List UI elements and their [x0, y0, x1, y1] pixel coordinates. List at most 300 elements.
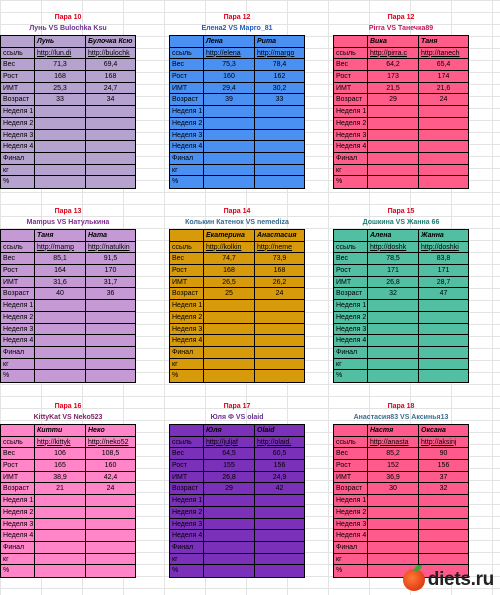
empty-cell[interactable] [419, 176, 468, 188]
table-row [170, 530, 304, 542]
row-label: Неделя 3 [170, 324, 204, 336]
empty-cell[interactable] [255, 565, 304, 577]
empty-cell[interactable] [255, 165, 304, 177]
row-label: Вес [334, 448, 368, 460]
row-label: Неделя 3 [170, 519, 204, 531]
empty-cell[interactable] [419, 130, 468, 142]
empty-cell[interactable] [86, 370, 135, 382]
row-label: Неделя 2 [334, 507, 368, 519]
empty-cell[interactable] [35, 370, 86, 382]
row-label: Неделя 4 [1, 141, 35, 153]
table-row [170, 94, 304, 106]
table-row [170, 565, 304, 577]
header-row [1, 425, 135, 437]
empty-cell[interactable] [86, 347, 135, 359]
row-label: Неделя 3 [1, 130, 35, 142]
empty-cell[interactable] [419, 530, 468, 542]
row-label: Неделя 4 [170, 530, 204, 542]
empty-cell[interactable] [368, 542, 419, 554]
empty-cell[interactable] [419, 335, 468, 347]
empty-cell[interactable] [204, 118, 255, 130]
table-row [334, 153, 468, 165]
empty-cell[interactable] [35, 300, 86, 312]
empty-cell[interactable] [86, 312, 135, 324]
empty-cell[interactable] [419, 347, 468, 359]
row-label: Вес [170, 448, 204, 460]
empty-cell[interactable] [86, 519, 135, 531]
row-label: Неделя 3 [334, 324, 368, 336]
stat-value: 31,7 [86, 277, 135, 289]
row-label: Неделя 1 [1, 300, 35, 312]
empty-cell[interactable] [35, 118, 86, 130]
empty-cell[interactable] [419, 495, 468, 507]
empty-cell[interactable] [419, 106, 468, 118]
empty-cell[interactable] [86, 565, 135, 577]
empty-cell[interactable] [35, 176, 86, 188]
empty-cell[interactable] [255, 370, 304, 382]
pair-title: Пара 14 [223, 208, 251, 215]
pair-vs-title: Анастасия83 VS Аксинья13 [353, 414, 449, 421]
stat-value: 26,5 [204, 277, 255, 289]
empty-cell[interactable] [204, 176, 255, 188]
table-row [170, 359, 304, 371]
row-label: Рост [170, 265, 204, 277]
table-row [170, 242, 304, 254]
stat-value: 26,8 [204, 472, 255, 484]
empty-cell[interactable] [368, 118, 419, 130]
pair-vs-title: Дошкина VS Жанна 66 [362, 219, 440, 226]
empty-cell[interactable] [419, 359, 468, 371]
stat-value: 164 [35, 265, 86, 277]
row-label: Рост [170, 460, 204, 472]
row-label: кг [170, 554, 204, 566]
empty-cell[interactable] [255, 495, 304, 507]
table-row [170, 118, 304, 130]
row-label: ИМТ [1, 83, 35, 95]
row-label: ссыль [334, 48, 368, 60]
row-label: Вес [1, 448, 35, 460]
empty-cell[interactable] [368, 370, 419, 382]
empty-cell[interactable] [368, 359, 419, 371]
header-row [1, 36, 135, 48]
empty-cell[interactable] [368, 106, 419, 118]
row-label: Неделя 2 [170, 312, 204, 324]
participant-name: Таня [419, 36, 468, 48]
empty-cell[interactable] [204, 335, 255, 347]
empty-cell[interactable] [35, 507, 86, 519]
header-row [170, 230, 304, 242]
empty-cell[interactable] [35, 130, 86, 142]
table-row [1, 519, 135, 531]
empty-cell[interactable] [368, 507, 419, 519]
empty-cell[interactable] [255, 176, 304, 188]
row-label: Финал [170, 153, 204, 165]
empty-cell[interactable] [368, 347, 419, 359]
table-row [170, 83, 304, 95]
empty-cell[interactable] [86, 507, 135, 519]
stat-value: 78,4 [255, 59, 304, 71]
empty-cell[interactable] [86, 153, 135, 165]
empty-cell[interactable] [35, 106, 86, 118]
stat-value: 108,5 [86, 448, 135, 460]
empty-cell[interactable] [86, 300, 135, 312]
table-row [170, 483, 304, 495]
stat-value: 74,7 [204, 253, 255, 265]
row-label: Финал [1, 347, 35, 359]
row-label: ссыль [334, 437, 368, 449]
empty-cell[interactable] [255, 118, 304, 130]
row-label: кг [334, 165, 368, 177]
stat-value: 29,4 [204, 83, 255, 95]
table-row [1, 94, 135, 106]
empty-cell[interactable] [204, 347, 255, 359]
participant-name: Olaid [255, 425, 304, 437]
empty-cell[interactable] [368, 165, 419, 177]
stat-value: 26,2 [255, 277, 304, 289]
row-label: Неделя 4 [334, 141, 368, 153]
table-row [170, 370, 304, 382]
stat-value: 36,9 [368, 472, 419, 484]
profile-link[interactable]: http://lun.di [35, 48, 86, 60]
table-row [170, 437, 304, 449]
table-row [170, 519, 304, 531]
table-row [1, 130, 135, 142]
empty-cell[interactable] [255, 300, 304, 312]
empty-cell[interactable] [86, 530, 135, 542]
stat-value: 32 [368, 288, 419, 300]
table-row [1, 106, 135, 118]
profile-link[interactable]: http://neko52 [86, 437, 135, 449]
profile-link[interactable]: http://margo [255, 48, 304, 60]
profile-link[interactable]: http://doshk [368, 242, 419, 254]
participant-name: Анастасия [255, 230, 304, 242]
participant-name: Лена [204, 36, 255, 48]
profile-link[interactable]: http://aksinj [419, 437, 468, 449]
header-row [170, 36, 304, 48]
profile-link[interactable]: http://pirra.c [368, 48, 419, 60]
participant-name: Китти [35, 425, 86, 437]
pair-vs-title: Лунь VS Bulochka Ksu [29, 25, 107, 32]
pair-vs-title: Mampus VS Натулькина [26, 219, 110, 226]
empty-cell[interactable] [255, 130, 304, 142]
row-label: ИМТ [1, 472, 35, 484]
empty-cell[interactable] [86, 495, 135, 507]
participant-name: Юля [204, 425, 255, 437]
stat-value: 64,2 [368, 59, 419, 71]
table-row [334, 370, 468, 382]
stat-value: 39 [204, 94, 255, 106]
empty-cell[interactable] [368, 141, 419, 153]
empty-cell[interactable] [204, 530, 255, 542]
empty-cell[interactable] [204, 359, 255, 371]
empty-cell[interactable] [204, 153, 255, 165]
pair-block [169, 12, 305, 189]
empty-cell[interactable] [204, 324, 255, 336]
empty-cell[interactable] [255, 335, 304, 347]
corner-cell [170, 425, 204, 437]
empty-cell[interactable] [419, 141, 468, 153]
empty-cell[interactable] [204, 495, 255, 507]
apple-icon [403, 569, 425, 591]
stat-value: 31,6 [35, 277, 86, 289]
pair-title: Пара 12 [223, 14, 251, 21]
empty-cell[interactable] [86, 359, 135, 371]
profile-link[interactable]: http://elena [204, 48, 255, 60]
row-label: Возраст [1, 288, 35, 300]
empty-cell[interactable] [35, 519, 86, 531]
row-label: ИМТ [170, 83, 204, 95]
stat-value: 71,3 [35, 59, 86, 71]
empty-cell[interactable] [255, 519, 304, 531]
pair-title: Пара 10 [54, 14, 82, 21]
stat-value: 40 [35, 288, 86, 300]
table-row [334, 94, 468, 106]
empty-cell[interactable] [255, 554, 304, 566]
empty-cell[interactable] [368, 495, 419, 507]
row-label: % [334, 176, 368, 188]
pair-block [169, 401, 305, 578]
corner-cell [170, 230, 204, 242]
empty-cell[interactable] [255, 324, 304, 336]
empty-cell[interactable] [255, 347, 304, 359]
pair-table [333, 229, 469, 383]
empty-cell[interactable] [204, 312, 255, 324]
profile-link[interactable]: http://neme [255, 242, 304, 254]
pair-block [333, 206, 469, 383]
row-label: Возраст [170, 288, 204, 300]
empty-cell[interactable] [255, 507, 304, 519]
empty-cell[interactable] [204, 507, 255, 519]
empty-cell[interactable] [368, 312, 419, 324]
empty-cell[interactable] [419, 542, 468, 554]
stat-value: 21 [35, 483, 86, 495]
empty-cell[interactable] [35, 141, 86, 153]
empty-cell[interactable] [368, 554, 419, 566]
empty-cell[interactable] [35, 153, 86, 165]
empty-cell[interactable] [368, 176, 419, 188]
empty-cell[interactable] [204, 554, 255, 566]
table-row [170, 176, 304, 188]
empty-cell[interactable] [419, 165, 468, 177]
table-row [334, 460, 468, 472]
empty-cell[interactable] [86, 335, 135, 347]
row-label: Финал [1, 153, 35, 165]
table-row [334, 347, 468, 359]
empty-cell[interactable] [204, 370, 255, 382]
empty-cell[interactable] [255, 312, 304, 324]
empty-cell[interactable] [419, 507, 468, 519]
row-label: Возраст [334, 288, 368, 300]
table-row [1, 48, 135, 60]
row-label: Неделя 4 [1, 530, 35, 542]
profile-link[interactable]: http://natulkin [86, 242, 135, 254]
empty-cell[interactable] [368, 335, 419, 347]
row-label: ИМТ [334, 83, 368, 95]
empty-cell[interactable] [204, 165, 255, 177]
table-row [170, 71, 304, 83]
empty-cell[interactable] [419, 300, 468, 312]
empty-cell[interactable] [419, 153, 468, 165]
table-row [334, 495, 468, 507]
stat-value: 30 [368, 483, 419, 495]
stat-value: 37 [419, 472, 468, 484]
pair-block [0, 206, 136, 383]
table-row [170, 495, 304, 507]
profile-link[interactable]: http://mamp [35, 242, 86, 254]
empty-cell[interactable] [204, 106, 255, 118]
table-row [334, 542, 468, 554]
stat-value: 30,2 [255, 83, 304, 95]
empty-cell[interactable] [35, 495, 86, 507]
empty-cell[interactable] [368, 153, 419, 165]
empty-cell[interactable] [419, 554, 468, 566]
empty-cell[interactable] [255, 542, 304, 554]
empty-cell[interactable] [35, 335, 86, 347]
row-label: Возраст [334, 94, 368, 106]
empty-cell[interactable] [35, 324, 86, 336]
stat-value: 168 [35, 71, 86, 83]
table-row [170, 448, 304, 460]
row-label: Неделя 3 [334, 130, 368, 142]
row-label: Рост [170, 71, 204, 83]
row-label: Неделя 2 [334, 118, 368, 130]
row-label: Неделя 3 [170, 130, 204, 142]
empty-cell[interactable] [419, 519, 468, 531]
stat-value: 32 [419, 483, 468, 495]
row-label: кг [170, 165, 204, 177]
table-row [1, 530, 135, 542]
table-row [334, 312, 468, 324]
pair-vs-title: Юля Ф VS olaid [210, 414, 264, 421]
stat-value: 47 [419, 288, 468, 300]
empty-cell[interactable] [35, 554, 86, 566]
header-row [170, 425, 304, 437]
empty-cell[interactable] [204, 130, 255, 142]
diets-watermark [403, 569, 494, 591]
stat-value: 83,8 [419, 253, 468, 265]
empty-cell[interactable] [86, 141, 135, 153]
empty-cell[interactable] [86, 554, 135, 566]
empty-cell[interactable] [204, 519, 255, 531]
table-row [334, 288, 468, 300]
empty-cell[interactable] [368, 130, 419, 142]
row-label: Возраст [1, 483, 35, 495]
empty-cell[interactable] [255, 359, 304, 371]
empty-cell[interactable] [86, 118, 135, 130]
profile-link[interactable]: http://doshki [419, 242, 468, 254]
empty-cell[interactable] [255, 141, 304, 153]
empty-cell[interactable] [35, 165, 86, 177]
profile-link[interactable]: http://kolkin [204, 242, 255, 254]
row-label: Неделя 1 [170, 495, 204, 507]
profile-link[interactable]: http://juljaf [204, 437, 255, 449]
empty-cell[interactable] [419, 312, 468, 324]
empty-cell[interactable] [368, 324, 419, 336]
empty-cell[interactable] [35, 347, 86, 359]
empty-cell[interactable] [86, 130, 135, 142]
profile-link[interactable]: http://tanech [419, 48, 468, 60]
profile-link[interactable]: http://bulochk [86, 48, 135, 60]
empty-cell[interactable] [419, 370, 468, 382]
empty-cell[interactable] [255, 530, 304, 542]
table-row [334, 165, 468, 177]
empty-cell[interactable] [368, 300, 419, 312]
table-row [334, 59, 468, 71]
pair-block [333, 401, 469, 578]
table-row [334, 277, 468, 289]
row-label: Неделя 2 [1, 312, 35, 324]
table-row [1, 565, 135, 577]
stat-value: 152 [368, 460, 419, 472]
empty-cell[interactable] [35, 359, 86, 371]
pair-block [333, 12, 469, 189]
empty-cell[interactable] [368, 519, 419, 531]
empty-cell[interactable] [368, 530, 419, 542]
row-label: ИМТ [334, 472, 368, 484]
row-label: ссыль [1, 48, 35, 60]
empty-cell[interactable] [204, 141, 255, 153]
empty-cell[interactable] [86, 176, 135, 188]
empty-cell[interactable] [86, 324, 135, 336]
participant-name: Екатерина [204, 230, 255, 242]
empty-cell[interactable] [204, 300, 255, 312]
stat-value: 173 [368, 71, 419, 83]
pair-block [169, 206, 305, 383]
row-label: Неделя 1 [1, 106, 35, 118]
empty-cell[interactable] [204, 542, 255, 554]
stat-value: 90 [419, 448, 468, 460]
empty-cell[interactable] [86, 165, 135, 177]
stat-value: 21,5 [368, 83, 419, 95]
profile-link[interactable]: http://olaid. [255, 437, 304, 449]
empty-cell[interactable] [419, 324, 468, 336]
empty-cell[interactable] [35, 530, 86, 542]
row-label: ссыль [170, 48, 204, 60]
pair-table [0, 35, 136, 189]
table-row [334, 324, 468, 336]
row-label: Вес [334, 253, 368, 265]
stat-value: 91,5 [86, 253, 135, 265]
empty-cell[interactable] [419, 118, 468, 130]
row-label: % [170, 565, 204, 577]
stat-value: 75,3 [204, 59, 255, 71]
empty-cell[interactable] [255, 153, 304, 165]
table-row [334, 48, 468, 60]
profile-link[interactable]: http://kittyk [35, 437, 86, 449]
empty-cell[interactable] [35, 312, 86, 324]
stat-value: 25,3 [35, 83, 86, 95]
row-label: Неделя 3 [1, 324, 35, 336]
table-row [1, 312, 135, 324]
stat-value: 78,5 [368, 253, 419, 265]
row-label: Неделя 1 [1, 495, 35, 507]
empty-cell[interactable] [86, 106, 135, 118]
table-row [334, 437, 468, 449]
profile-link[interactable]: http://anasta [368, 437, 419, 449]
row-label: Неделя 4 [334, 530, 368, 542]
stat-value: 26,8 [368, 277, 419, 289]
participant-name: Жанна [419, 230, 468, 242]
empty-cell[interactable] [255, 106, 304, 118]
empty-cell[interactable] [35, 565, 86, 577]
stat-value: 165 [35, 460, 86, 472]
table-row [334, 359, 468, 371]
empty-cell[interactable] [204, 565, 255, 577]
empty-cell[interactable] [35, 542, 86, 554]
empty-cell[interactable] [86, 542, 135, 554]
stat-value: 25 [204, 288, 255, 300]
row-label: Неделя 1 [170, 300, 204, 312]
